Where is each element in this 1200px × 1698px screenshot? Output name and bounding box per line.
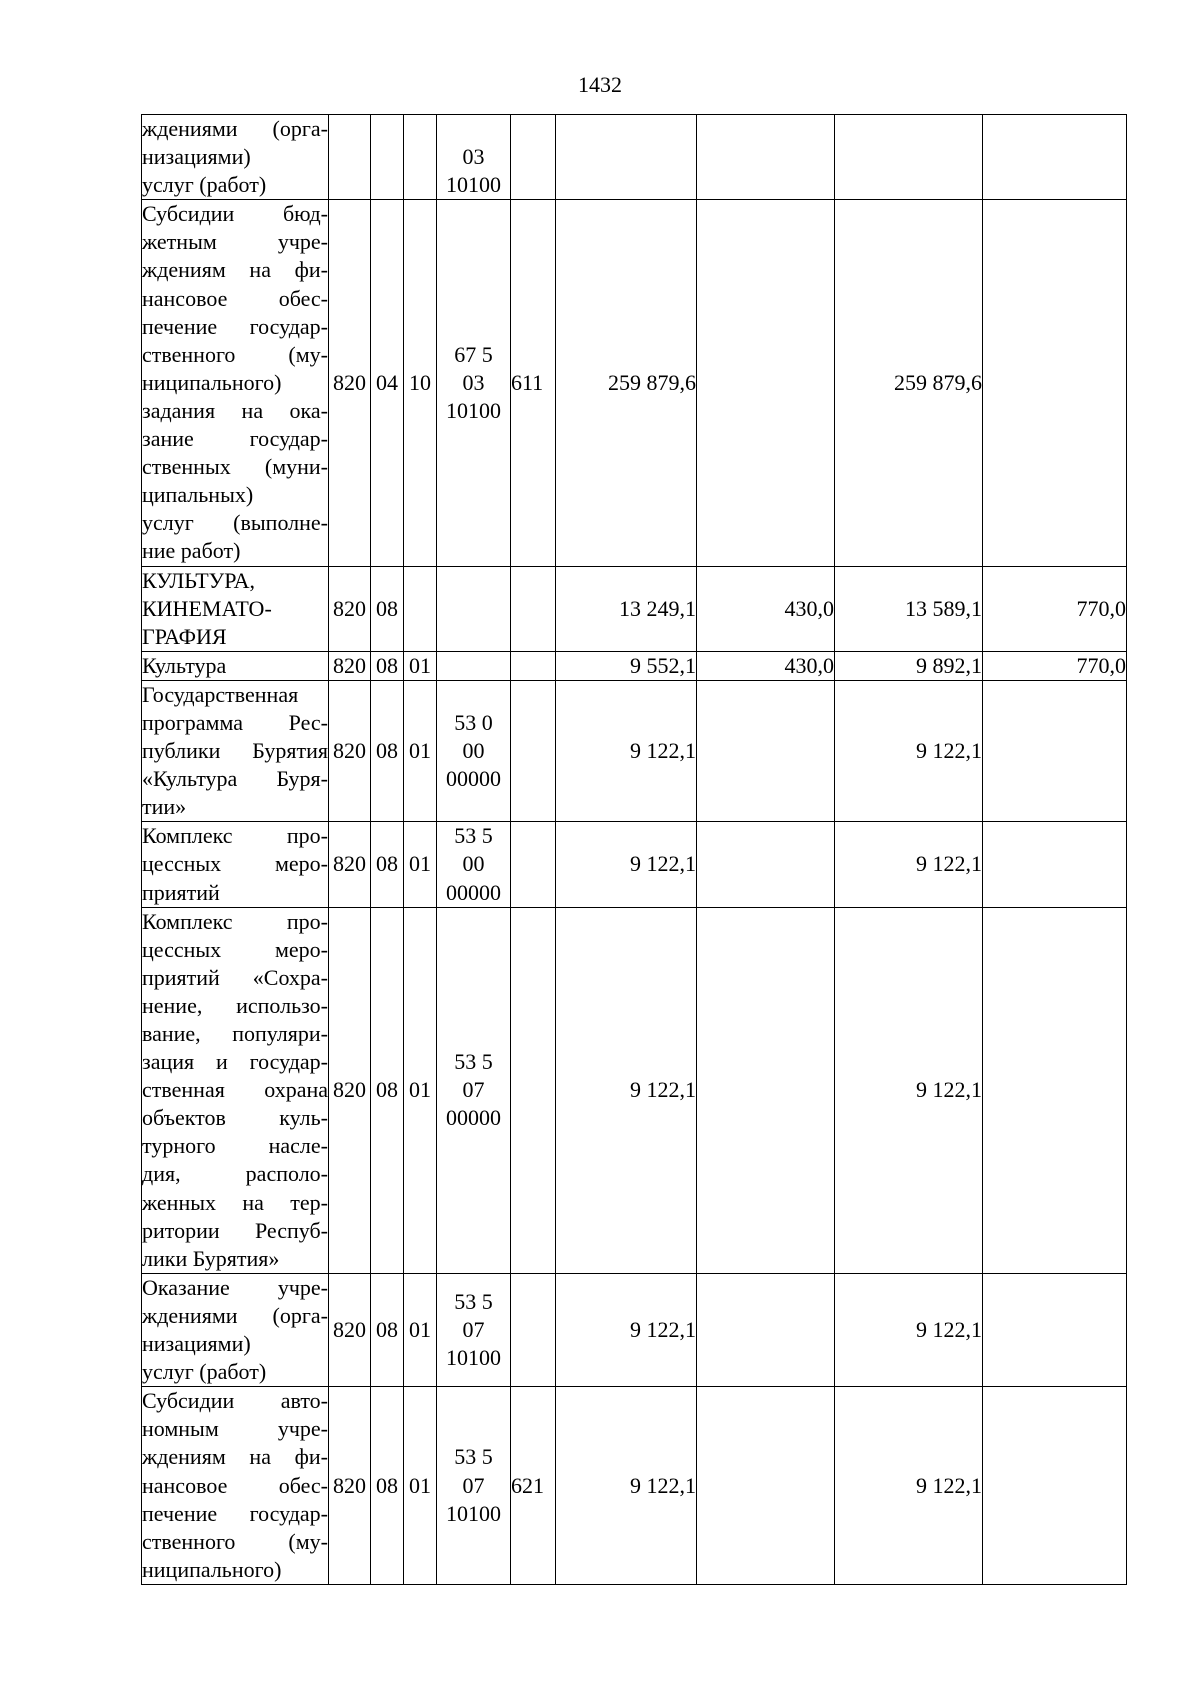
row-name-line: номным учре- bbox=[142, 1416, 328, 1442]
row-name-line: нансовое обес- bbox=[142, 1472, 328, 1498]
subsection-cell bbox=[404, 115, 437, 200]
amount-cell-1: 9 122,1 bbox=[556, 680, 697, 821]
row-name-line: ждениями (орга- bbox=[142, 1302, 328, 1328]
section-cell: 08 bbox=[371, 907, 404, 1273]
row-name-line: приятий «Сохра- bbox=[142, 964, 328, 990]
grbs-cell: 820 bbox=[329, 1273, 371, 1386]
target-item-line: 07 bbox=[462, 1077, 485, 1103]
row-name-cell bbox=[142, 651, 329, 680]
amount-cell-3: 9 122,1 bbox=[835, 1387, 983, 1585]
row-name-line: тии» bbox=[142, 794, 187, 820]
amount-cell-2: 430,0 bbox=[697, 651, 835, 680]
row-name-line: ниципального) bbox=[142, 369, 282, 395]
subsection-cell: 01 bbox=[404, 1273, 437, 1386]
row-name-line: КИНЕМАТО- bbox=[142, 595, 272, 621]
amount-cell-1: 9 122,1 bbox=[556, 1273, 697, 1386]
row-name-line: зация и государ- bbox=[142, 1049, 328, 1075]
grbs-cell: 820 bbox=[329, 200, 371, 566]
target-item-line: 53 0 bbox=[454, 709, 493, 735]
target-item-line: 03 bbox=[462, 369, 485, 395]
expense-type-cell bbox=[511, 651, 556, 680]
target-item-line: 10100 bbox=[446, 397, 501, 423]
target-item-line: 53 5 bbox=[454, 1288, 493, 1314]
target-item-cell bbox=[437, 822, 511, 907]
row-name-cell bbox=[142, 115, 329, 200]
expense-type-cell bbox=[511, 907, 556, 1273]
row-name-line: женных на тер- bbox=[142, 1189, 328, 1215]
budget-table bbox=[141, 114, 1127, 1585]
expense-type-cell bbox=[511, 115, 556, 200]
row-name-line: ждениям на фи- bbox=[142, 1444, 328, 1470]
amount-cell-4 bbox=[983, 1387, 1127, 1585]
expense-type-cell bbox=[511, 1273, 556, 1386]
row-name-line: лики Бурятия» bbox=[142, 1245, 280, 1271]
grbs-cell: 820 bbox=[329, 651, 371, 680]
row-name-line: ственных (муни- bbox=[142, 454, 328, 480]
target-item-line: 03 bbox=[462, 144, 485, 170]
grbs-cell bbox=[329, 115, 371, 200]
amount-cell-2 bbox=[697, 1273, 835, 1386]
section-cell: 04 bbox=[371, 200, 404, 566]
row-name-cell bbox=[142, 1387, 329, 1585]
amount-cell-1: 259 879,6 bbox=[556, 200, 697, 566]
target-item-cell bbox=[437, 1273, 511, 1386]
row-name-line: Субсидии бюд- bbox=[142, 201, 328, 227]
amount-cell-2 bbox=[697, 1387, 835, 1585]
grbs-cell: 820 bbox=[329, 907, 371, 1273]
target-item-line: 10100 bbox=[446, 1500, 501, 1526]
row-name-cell bbox=[142, 566, 329, 651]
amount-cell-2 bbox=[697, 907, 835, 1273]
amount-cell-4 bbox=[983, 680, 1127, 821]
row-name-line: ципальных) bbox=[142, 482, 254, 508]
row-name-cell bbox=[142, 680, 329, 821]
target-item-line: 10100 bbox=[446, 1345, 501, 1371]
row-name-line: приятий bbox=[142, 879, 220, 905]
row-name-line: ственного (му- bbox=[142, 341, 328, 367]
target-item-line: 67 5 bbox=[454, 341, 493, 367]
grbs-cell: 820 bbox=[329, 822, 371, 907]
row-name-line: ждениями (орга- bbox=[142, 116, 328, 141]
target-item-cell bbox=[437, 651, 511, 680]
amount-cell-2: 430,0 bbox=[697, 566, 835, 651]
section-cell: 08 bbox=[371, 822, 404, 907]
target-item-cell bbox=[437, 566, 511, 651]
expense-type-cell bbox=[511, 566, 556, 651]
row-name-line: услуг (работ) bbox=[142, 1359, 267, 1385]
table-row bbox=[142, 907, 1127, 1273]
row-name-line: низациями) bbox=[142, 144, 251, 170]
table-row bbox=[142, 1273, 1127, 1386]
target-item-line: 00000 bbox=[446, 879, 501, 905]
row-name-line: ственного (му- bbox=[142, 1528, 328, 1554]
amount-cell-1 bbox=[556, 115, 697, 200]
row-name-line: жетным учре- bbox=[142, 229, 328, 255]
table-row bbox=[142, 115, 1127, 200]
row-name-line: цессных меро- bbox=[142, 851, 328, 877]
section-cell: 08 bbox=[371, 566, 404, 651]
amount-cell-1: 13 249,1 bbox=[556, 566, 697, 651]
subsection-cell: 01 bbox=[404, 822, 437, 907]
expense-type-cell: 611 bbox=[511, 200, 556, 566]
target-item-line: 00 bbox=[462, 851, 485, 877]
section-cell: 08 bbox=[371, 1273, 404, 1386]
table-row bbox=[142, 680, 1127, 821]
row-name-line: услуг (выполне- bbox=[142, 510, 328, 536]
row-name-line: вание, популяри- bbox=[142, 1021, 328, 1046]
row-name-line: задания на ока- bbox=[142, 397, 328, 423]
amount-cell-3: 9 122,1 bbox=[835, 680, 983, 821]
page-number: 1432 bbox=[578, 72, 622, 97]
subsection-cell: 01 bbox=[404, 680, 437, 821]
table-row bbox=[142, 566, 1127, 651]
row-name-line: нение, использо- bbox=[142, 992, 328, 1018]
expense-type-cell bbox=[511, 680, 556, 821]
row-name-line: Культура bbox=[142, 652, 227, 678]
table-body bbox=[142, 115, 1127, 1585]
target-item-cell bbox=[437, 115, 511, 200]
amount-cell-4 bbox=[983, 1273, 1127, 1386]
row-name-line: ГРАФИЯ bbox=[142, 623, 227, 649]
row-name-line: низациями) bbox=[142, 1331, 251, 1357]
target-item-line: 53 5 bbox=[454, 1444, 493, 1470]
target-item-cell bbox=[437, 680, 511, 821]
row-name-line: «Культура Буря- bbox=[142, 766, 328, 792]
amount-cell-2 bbox=[697, 680, 835, 821]
amount-cell-4 bbox=[983, 822, 1127, 907]
subsection-cell: 01 bbox=[404, 1387, 437, 1585]
row-name-line: ственная охрана bbox=[142, 1077, 328, 1103]
target-item-cell bbox=[437, 907, 511, 1273]
row-name-line: Оказание учре- bbox=[142, 1274, 328, 1300]
amount-cell-1: 9 122,1 bbox=[556, 907, 697, 1273]
section-cell bbox=[371, 115, 404, 200]
subsection-cell bbox=[404, 566, 437, 651]
expense-type-cell bbox=[511, 822, 556, 907]
table-row bbox=[142, 200, 1127, 566]
target-item-cell bbox=[437, 200, 511, 566]
amount-cell-1: 9 122,1 bbox=[556, 1387, 697, 1585]
target-item-line bbox=[437, 115, 510, 143]
row-name-cell bbox=[142, 1273, 329, 1386]
row-name-line: Комплекс про- bbox=[142, 908, 328, 934]
amount-cell-4: 770,0 bbox=[983, 566, 1127, 651]
amount-cell-2 bbox=[697, 115, 835, 200]
row-name-line: Субсидии авто- bbox=[142, 1388, 328, 1414]
row-name-line: турного насле- bbox=[142, 1133, 328, 1159]
row-name-cell bbox=[142, 200, 329, 566]
amount-cell-3: 9 122,1 bbox=[835, 907, 983, 1273]
row-name-line: печение государ- bbox=[142, 313, 328, 339]
table-row bbox=[142, 822, 1127, 907]
table-row bbox=[142, 1387, 1127, 1585]
amount-cell-1: 9 122,1 bbox=[556, 822, 697, 907]
amount-cell-2 bbox=[697, 200, 835, 566]
section-cell: 08 bbox=[371, 1387, 404, 1585]
subsection-cell: 10 bbox=[404, 200, 437, 566]
target-item-cell bbox=[437, 1387, 511, 1585]
row-name-line: цессных меро- bbox=[142, 936, 328, 962]
target-item-line: 00 bbox=[462, 738, 485, 764]
row-name-line: КУЛЬТУРА, bbox=[142, 567, 256, 593]
subsection-cell: 01 bbox=[404, 651, 437, 680]
row-name-line: публики Бурятия bbox=[142, 738, 328, 764]
amount-cell-1: 9 552,1 bbox=[556, 651, 697, 680]
row-name-line: программа Рес- bbox=[142, 709, 328, 735]
table-row bbox=[142, 651, 1127, 680]
target-item-line: 07 bbox=[462, 1472, 485, 1498]
expense-type-cell: 621 bbox=[511, 1387, 556, 1585]
row-name-line: объектов куль- bbox=[142, 1105, 328, 1131]
section-cell: 08 bbox=[371, 680, 404, 821]
amount-cell-4: 770,0 bbox=[983, 651, 1127, 680]
row-name-cell bbox=[142, 907, 329, 1273]
row-name-line: ниципального) bbox=[142, 1556, 282, 1582]
row-name-line: услуг (работ) bbox=[142, 172, 267, 198]
amount-cell-3: 13 589,1 bbox=[835, 566, 983, 651]
amount-cell-2 bbox=[697, 822, 835, 907]
grbs-cell: 820 bbox=[329, 1387, 371, 1585]
row-name-line: дия, располо- bbox=[142, 1161, 328, 1187]
target-item-line: 07 bbox=[462, 1316, 485, 1342]
amount-cell-4 bbox=[983, 200, 1127, 566]
amount-cell-3: 259 879,6 bbox=[835, 200, 983, 566]
row-name-line: ритории Респуб- bbox=[142, 1217, 328, 1243]
row-name-cell bbox=[142, 822, 329, 907]
amount-cell-3: 9 122,1 bbox=[835, 1273, 983, 1386]
subsection-cell: 01 bbox=[404, 907, 437, 1273]
amount-cell-3: 9 122,1 bbox=[835, 822, 983, 907]
amount-cell-3 bbox=[835, 115, 983, 200]
target-item-line: 53 5 bbox=[454, 1049, 493, 1075]
target-item-line: 53 5 bbox=[454, 823, 493, 849]
target-item-line: 00000 bbox=[446, 766, 501, 792]
section-cell: 08 bbox=[371, 651, 404, 680]
row-name-line: Государственная bbox=[142, 681, 299, 707]
row-name-line: зание государ- bbox=[142, 426, 328, 452]
row-name-line: Комплекс про- bbox=[142, 823, 328, 849]
row-name-line: ждениям на фи- bbox=[142, 257, 328, 283]
target-item-line: 00000 bbox=[446, 1105, 501, 1131]
row-name-line: ние работ) bbox=[142, 538, 241, 564]
row-name-line: нансовое обес- bbox=[142, 285, 328, 311]
grbs-cell: 820 bbox=[329, 680, 371, 821]
amount-cell-3: 9 892,1 bbox=[835, 651, 983, 680]
grbs-cell: 820 bbox=[329, 566, 371, 651]
row-name-line: печение государ- bbox=[142, 1500, 328, 1526]
target-item-line: 10100 bbox=[446, 172, 501, 198]
amount-cell-4 bbox=[983, 115, 1127, 200]
amount-cell-4 bbox=[983, 907, 1127, 1273]
